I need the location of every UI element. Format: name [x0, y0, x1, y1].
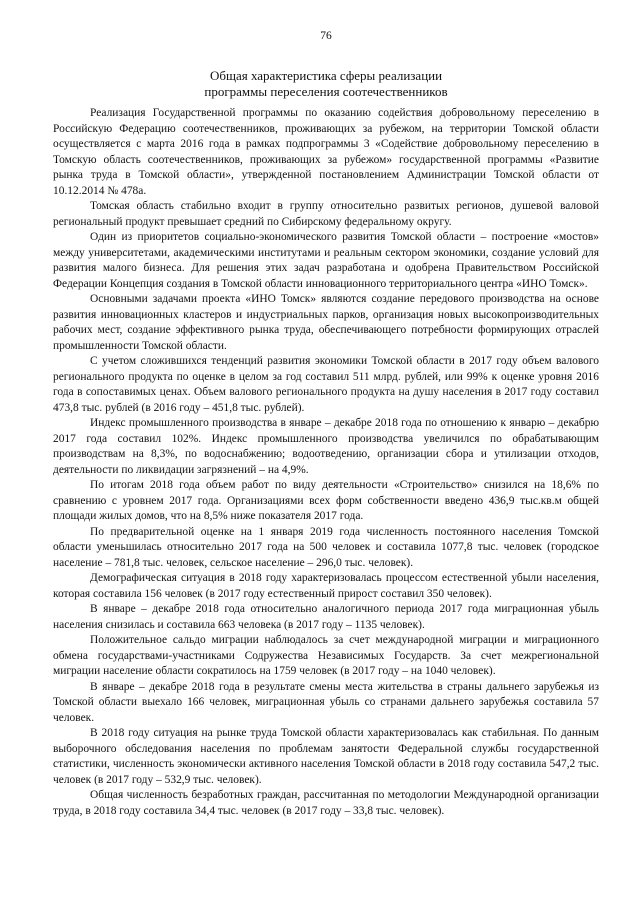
body-text [53, 106, 599, 819]
paragraph-migration-loss: В январе – декабре 2018 года относительно аналогичного периода 2017 года миграционная убыль населения снизилась и составила 663 человека (в 2017 году – 1135 человек). [53, 603, 599, 631]
page-number: 76 [320, 30, 332, 42]
paragraph-population: По предварительной оценке на 1 января 2019 года численность постоянного населения Томской области уменьшилась относительно 2017 года на 500 человек и составила 1077,8 тыс. человек (городское население – 781,8 тыс. человек, сельское население – 296,0 тыс. человек). [53, 525, 599, 569]
paragraph-far-abroad: В январе – декабре 2018 года в результате смены места жительства в страны дальнего зарубежья из Томской области выехало 166 человек, миграционная убыль со странами дальнего зарубежья составила 57 человек. [53, 680, 599, 724]
paragraph-region-development: Томская область стабильно входит в группу относительно развитых регионов, душевой валовой региональный продукт превышает средний по Сибирскому федеральному округу. [53, 200, 599, 228]
paragraph-demography: Демографическая ситуация в 2018 году характеризовалась процессом естественной убыли населения, которая составила 156 человек (в 2017 году естественный прирост составил 350 человек). [53, 572, 599, 600]
paragraph-ino-tomsk-tasks: Основными задачами проекта «ИНО Томск» являются создание передового производства на основе развития инновационных кластеров и индустриальных парков, организация новых высокопроизводительных рабочих мест, создание эффективного рынка труда, обеспечивающего потребности формирующих отраслей промышленности Томской области. [53, 293, 599, 352]
paragraph-unemployment: Общая численность безработных граждан, рассчитанная по методологии Международной организации труда, в 2018 году составила 34,4 тыс. человек (в 2017 году – 33,8 тыс. человек). [53, 789, 599, 817]
paragraph-program-implementation: Реализация Государственной программы по оказанию содействия добровольному переселению в Российскую Федерацию соотечественников, проживающих за рубежом, на территории Томской области осуществляется с марта 2016 года в рамках подпрограммы 3 «Содействие добровольному переселению в Томскую область соотечественников, проживающих за рубежом» государственной программы «Развитие рынка труда в Томской области», утвержденной постановлением Администрации Томской области от 10.12.2014 № 478а. [53, 107, 599, 197]
paragraph-grp: С учетом сложившихся тенденций развития экономики Томской области в 2017 году объем валового регионального продукта по оценке в целом за год составил 511 млрд. рублей, или 99% к оценке уровня 2016 года в сопоставимых ценах. Объем валового регионального продукта на душу населения в 2017 году составил 473,8 тыс. рублей (в 2016 году – 451,8 тыс. рублей). [53, 355, 599, 414]
paragraph-migration-balance: Положительное сальдо миграции наблюдалось за счет международной миграции и миграционного обмена государствами-участниками Содружества Независимых Государств. За счет межрегиональной миграции население области сократилось на 1759 человек (в 2017 году – на 1040 человек). [53, 634, 599, 677]
section-title-line-1: Общая характеристика сферы реализации [209, 68, 443, 83]
paragraph-industrial-index: Индекс промышленного производства в январе – декабре 2018 года по отношению к январю – декабрю 2017 года составил 102%. Индекс промышленного производства увеличился по обрабатывающим производствам на 8,3%, по водоснабжению; водоотведению, организации сбора и утилизации отходов, деятельности по ликвидации загрязнений – на 4,9%. [53, 417, 599, 476]
section-title [53, 68, 599, 100]
paragraph-labour-market: В 2018 году ситуация на рынке труда Томской области характеризовалась как стабильная. По данным выборочного обследования населения по проблемам занятости Федеральной службы государственной статистики, численность экономически активного населения Томской области в 2018 году составила 547,2 тыс. человек (в 2017 году – 532,9 тыс. человек). [53, 727, 599, 786]
section-title-line-2: программы переселения соотечественников [204, 84, 448, 99]
paragraph-priorities: Один из приоритетов социально-экономического развития Томской области – построение «мостов» между университетами, академическими институтами и реальным сектором экономики, создание условий для развития малого бизнеса. Для решения этих задач разработана и одобрена Правительством Российской Федерации Концепция создания в Томской области инновационного территориального центра «ИНО Томск». [53, 231, 599, 290]
paragraph-construction: По итогам 2018 года объем работ по виду деятельности «Строительство» снизился на 18,6% по сравнению с уровнем 2017 года. Организациями всех форм собственности введено 436,9 тыс.кв.м общей площади жилых домов, что на 8,5% ниже показателя 2017 года. [53, 479, 599, 522]
